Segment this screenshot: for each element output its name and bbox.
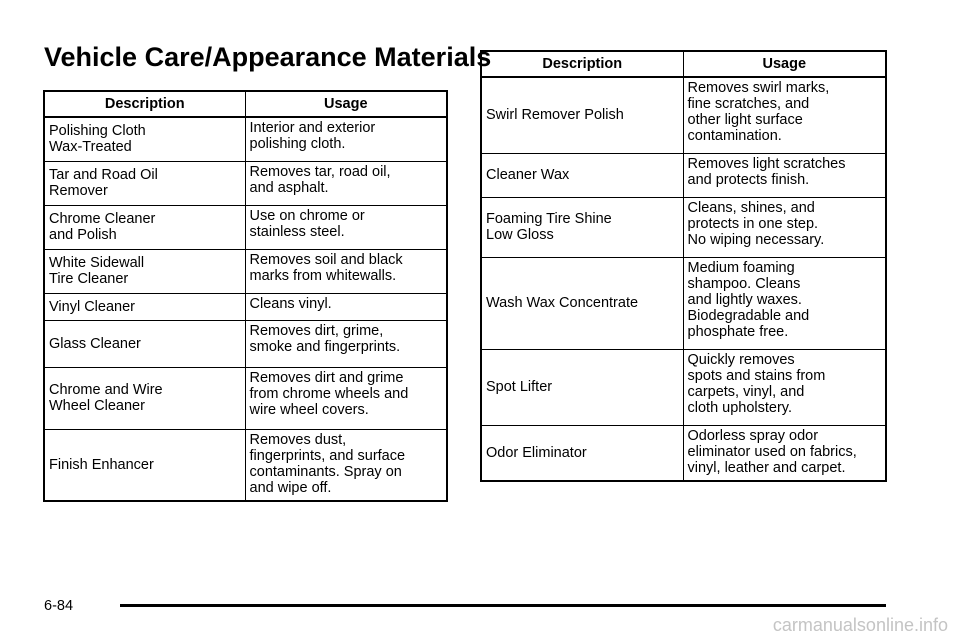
table-header-row [44,91,447,117]
table-row [481,77,886,153]
table-row [481,153,886,197]
row-usage: Removes light scratches and protects finish. [683,153,886,197]
table-header-row [481,51,886,77]
materials-table-left [43,90,448,502]
page-title: Vehicle Care/Appearance Materials [44,42,492,72]
row-usage: Quickly removes spots and stains from carpets, vinyl, and cloth upholstery. [683,349,886,425]
table-row [481,425,886,481]
table-row [44,205,447,249]
row-usage: Use on chrome or stainless steel. [245,205,447,249]
column-header-usage: Usage [245,91,447,117]
table-row [481,257,886,349]
row-description: Glass Cleaner [44,320,245,367]
row-usage: Removes tar, road oil, and asphalt. [245,161,447,205]
row-usage: Cleans vinyl. [245,293,447,320]
row-description: Spot Lifter [481,349,683,425]
watermark: carmanualsonline.info [772,615,948,635]
table-row [44,117,447,161]
table-row [481,197,886,257]
row-description: Finish Enhancer [44,429,245,501]
footer-divider [120,604,886,607]
row-usage: Removes swirl marks, fine scratches, and other light surface contamination. [683,77,886,153]
row-usage: Interior and exterior polishing cloth. [245,117,447,161]
column-header-description: Description [481,51,683,77]
row-description: Chrome and Wire Wheel Cleaner [44,367,245,429]
table-row [44,429,447,501]
table-row [44,249,447,293]
table-row [44,161,447,205]
table-row [44,320,447,367]
row-usage: Odorless spray odor eliminator used on fabrics, vinyl, leather and carpet. [683,425,886,481]
row-description: Cleaner Wax [481,153,683,197]
row-description: White Sidewall Tire Cleaner [44,249,245,293]
row-description: Wash Wax Concentrate [481,257,683,349]
row-description: Foaming Tire Shine Low Gloss [481,197,683,257]
materials-table-right [480,50,887,482]
table-row [481,349,886,425]
row-description: Tar and Road Oil Remover [44,161,245,205]
row-usage: Removes dirt, grime, smoke and fingerprints. [245,320,447,367]
row-usage: Removes dirt and grime from chrome wheels and wire wheel covers. [245,367,447,429]
row-description: Odor Eliminator [481,425,683,481]
row-description: Vinyl Cleaner [44,293,245,320]
column-header-description: Description [44,91,245,117]
row-usage: Removes soil and black marks from whitewalls. [245,249,447,293]
page-number: 6-84 [44,598,74,614]
column-header-usage: Usage [683,51,886,77]
table-row [44,367,447,429]
row-usage: Cleans, shines, and protects in one step. No wiping necessary. [683,197,886,257]
row-description: Polishing Cloth Wax-Treated [44,117,245,161]
table-row [44,293,447,320]
row-usage: Medium foaming shampoo. Cleans and lightly waxes. Biodegradable and phosphate free. [683,257,886,349]
row-usage: Removes dust, fingerprints, and surface contaminants. Spray on and wipe off. [245,429,447,501]
row-description: Swirl Remover Polish [481,77,683,153]
row-description: Chrome Cleaner and Polish [44,205,245,249]
